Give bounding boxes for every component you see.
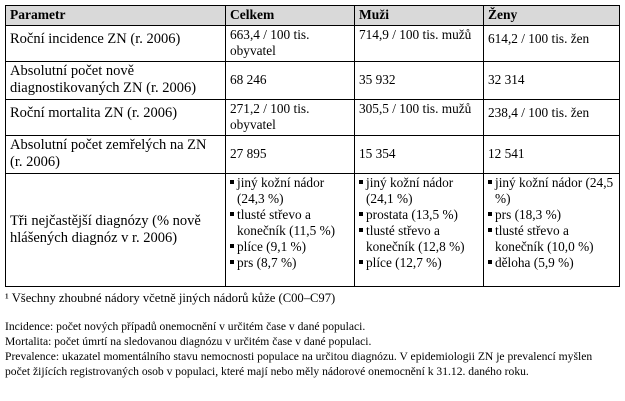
table-row bbox=[6, 26, 620, 62]
table-header-row bbox=[6, 6, 620, 26]
list-item: prostata (13,5 %) bbox=[359, 207, 479, 223]
note-mortality: Mortalita: počet úmrtí na sledovanou diagnózu v určitém čase v dané populaci. bbox=[5, 335, 372, 348]
cancer-statistics-table bbox=[5, 5, 620, 287]
header-celkem: Celkem bbox=[226, 6, 355, 26]
cell-men: 15 354 bbox=[355, 136, 484, 174]
list-item: tlusté střevo a konečník (12,8 %) bbox=[359, 223, 479, 255]
list-item: jiný kožní nádor (24,1 %) bbox=[359, 175, 479, 207]
cell-men bbox=[355, 174, 484, 287]
row-label: Absolutní počet nově diagnostikovaných ZN (r. 2006) bbox=[6, 62, 226, 100]
header-parametr: Parametr bbox=[6, 6, 226, 26]
row-label: Roční mortalita ZN (r. 2006) bbox=[6, 100, 226, 136]
list-item: prs (8,7 %) bbox=[230, 255, 350, 271]
list-item: děloha (5,9 %) bbox=[488, 255, 615, 271]
cell-men: 35 932 bbox=[355, 62, 484, 100]
cell-total: 68 246 bbox=[226, 62, 355, 100]
list-item: tlusté střevo a konečník (11,5 %) bbox=[230, 207, 350, 239]
header-muzi: Muži bbox=[355, 6, 484, 26]
header-zeny: Ženy bbox=[484, 6, 620, 26]
cell-total: 27 895 bbox=[226, 136, 355, 174]
list-item: jiný kožní nádor (24,3 %) bbox=[230, 175, 350, 207]
table-footnote: ¹ Všechny zhoubné nádory včetně jiných nádorů kůže (C00–C97) bbox=[5, 291, 336, 305]
cell-men: 305,5 / 100 tis. mužů bbox=[355, 100, 484, 136]
cell-total: 271,2 / 100 tis. obyvatel bbox=[226, 100, 355, 136]
list-item: prs (18,3 %) bbox=[488, 207, 615, 223]
diagnoses-list-men bbox=[359, 175, 479, 271]
diagnoses-row bbox=[6, 174, 620, 287]
cell-total: 663,4 / 100 tis. obyvatel bbox=[226, 26, 355, 62]
cell-men: 714,9 / 100 tis. mužů bbox=[355, 26, 484, 62]
list-item: plíce (9,1 %) bbox=[230, 239, 350, 255]
cell-women: 12 541 bbox=[484, 136, 620, 174]
cell-women: 32 314 bbox=[484, 62, 620, 100]
note-incidence: Incidence: počet nových případů onemocnění v určitém čase v dané populaci. bbox=[5, 320, 366, 333]
cell-total bbox=[226, 174, 355, 287]
cell-women: 238,4 / 100 tis. žen bbox=[484, 100, 620, 136]
list-item: tlusté střevo a konečník (10,0 %) bbox=[488, 223, 615, 255]
table-row bbox=[6, 100, 620, 136]
cell-women bbox=[484, 174, 620, 287]
note-prevalence: Prevalence: ukazatel momentálního stavu nemocnosti populace na určitou diagnózu. V epidemiologii ZN je prevalencí myšlen počet žijících registrovaných osob v populaci, které mají nebo měly nádorové onemocnění k 31.12. daného roku. bbox=[5, 350, 593, 378]
row-label: Absolutní počet zemřelých na ZN (r. 2006) bbox=[6, 136, 226, 174]
diagnoses-list-total bbox=[230, 175, 350, 271]
row-label: Roční incidence ZN (r. 2006) bbox=[6, 26, 226, 62]
list-item: jiný kožní nádor (24,5 %) bbox=[488, 175, 615, 207]
table-row bbox=[6, 136, 620, 174]
list-item: plíce (12,7 %) bbox=[359, 255, 479, 271]
cell-women: 614,2 / 100 tis. žen bbox=[484, 26, 620, 62]
diagnoses-list-women bbox=[488, 175, 615, 271]
table-row bbox=[6, 62, 620, 100]
row-label: Tři nejčastější diagnózy (% nově hlášených diagnóz v r. 2006) bbox=[6, 174, 226, 287]
definitions-notes bbox=[5, 319, 617, 379]
